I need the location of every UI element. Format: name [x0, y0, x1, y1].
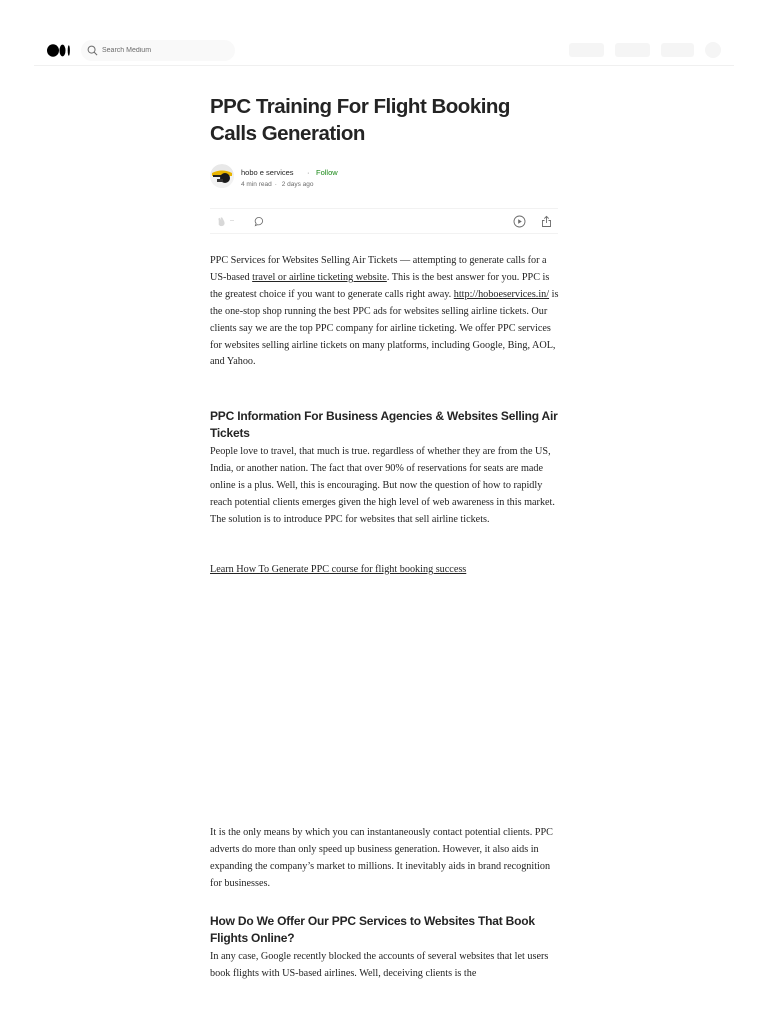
article-title: PPC Training For Flight Booking Calls Generation: [210, 95, 510, 145]
clap-icon[interactable]: [216, 216, 227, 227]
travel-website-link[interactable]: travel or airline ticketing website: [252, 271, 387, 283]
header-avatar-placeholder: [705, 42, 721, 58]
search-box[interactable]: [81, 40, 235, 61]
comment-icon[interactable]: [254, 216, 265, 227]
paragraph-text: . This is the best answer for you. PPC is the greatest choice if you want to generate calls right away.: [210, 271, 550, 300]
search-icon: [87, 45, 98, 56]
follow-button[interactable]: Follow: [316, 168, 338, 177]
paragraph-travel: People love to travel, that much is true. regardless of whether they are from the US, India, or another nation. The fact that over 90% of reservations for seats are made online is a plus. Well, this is encouraging. But now the question of how to rapidly reach potential clients emerges given the high level of web awareness in this market. The solution is to introduce PPC for websites that sell airline tickets.: [210, 446, 555, 525]
paragraph-intro: [210, 253, 560, 371]
share-icon[interactable]: [540, 215, 553, 228]
top-navigation-bar: [34, 36, 734, 66]
paragraph-google-blocked: In any case, Google recently blocked the accounts of several websites that let users book flights with US-based airlines. Well, deceiving clients is the: [210, 951, 549, 979]
header-placeholder-signin: [661, 43, 694, 57]
article-action-bar: [210, 208, 558, 234]
published-date: 2 days ago: [281, 181, 314, 188]
medium-logo-icon[interactable]: [47, 44, 71, 57]
avatar[interactable]: [210, 164, 234, 188]
paragraph-text: is the one-stop shop running the best PPC ads for websites selling airline tickets. Our clients say we are the top PPC company for airline ticketing. We offer PPC services for websites selling airline tickets on many platforms, including Google, Bing, AOL, and Yahoo.: [210, 288, 559, 368]
hoboeservices-link[interactable]: http://hoboeservices.in/: [453, 288, 550, 300]
author-separator: ·: [307, 168, 310, 177]
read-time: 4 min read: [241, 181, 272, 188]
article-meta: [241, 181, 317, 188]
paragraph-instant-contact: It is the only means by which you can instantaneously contact potential clients. PPC adverts do more than only speed up business generation. However, it also aids in expanding the company’s market to millions. It inevitably aids in brand recognition for businesses.: [210, 827, 553, 889]
paragraph-text: PPC Services for Websites Selling Air Tickets — attempting to generate calls for a US-based: [210, 255, 547, 283]
meta-separator: ·: [274, 181, 277, 188]
header-placeholder-signup: [615, 43, 650, 57]
ppc-course-link[interactable]: Learn How To Generate PPC course for flight booking success: [210, 564, 467, 575]
clap-count: --: [230, 218, 234, 224]
header-placeholder-write: [569, 43, 604, 57]
author-name[interactable]: hobo e services: [241, 168, 294, 177]
author-avatar-image: [210, 164, 234, 188]
paragraph-course-link: [210, 562, 560, 579]
author-row: [210, 164, 558, 190]
search-input[interactable]: [102, 43, 227, 58]
listen-play-icon[interactable]: [513, 215, 526, 228]
section-heading-how-we-offer: How Do We Offer Our PPC Services to Websites That Book Flights Online?: [210, 914, 535, 945]
section-heading-business-agencies: PPC Information For Business Agencies & Websites Selling Air Tickets: [210, 409, 558, 440]
